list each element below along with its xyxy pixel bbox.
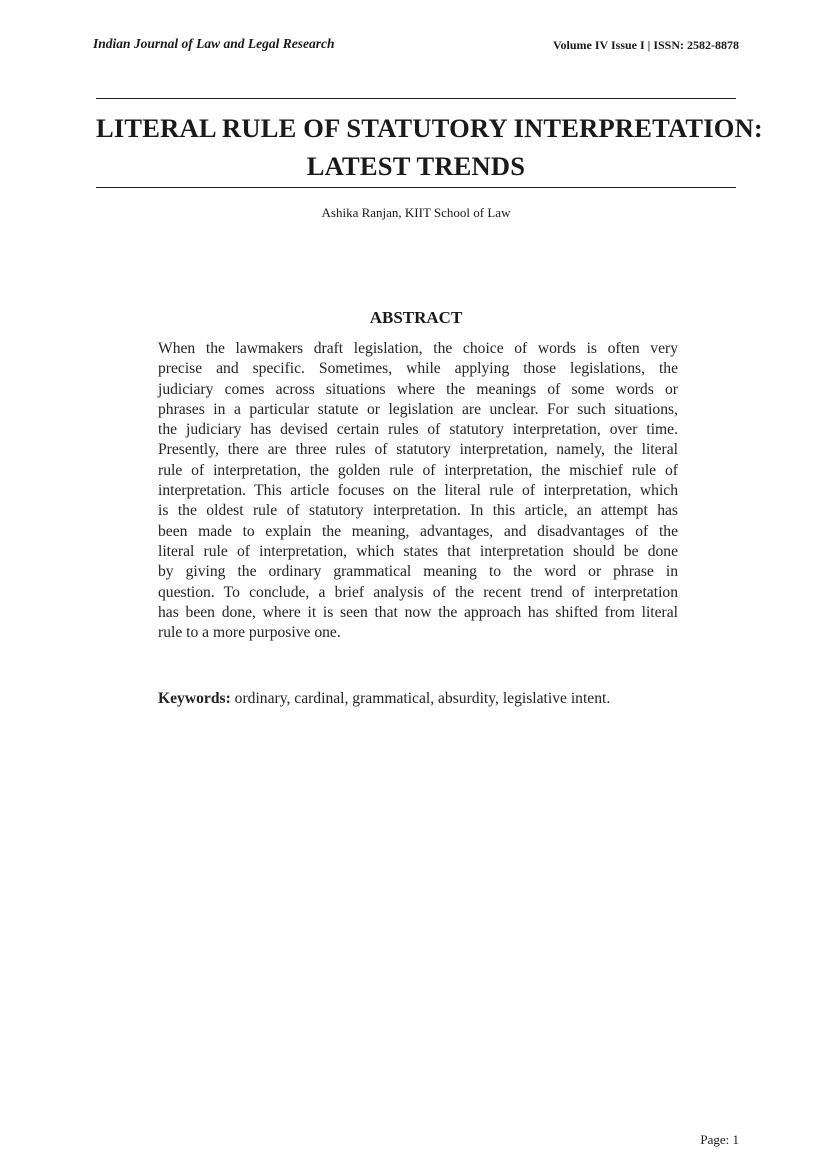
abstract-line: precise and specific. Sometimes, while applying those legislations, the: [158, 360, 678, 378]
paper-title: [96, 109, 763, 185]
abstract-line: rule to a more purposive one.: [158, 624, 341, 642]
paper-title-line-1: LITERAL RULE OF STATUTORY INTERPRETATION:: [96, 113, 763, 143]
abstract-line: the judiciary has devised certain rules of statutory interpretation, over time.: [158, 421, 678, 439]
journal-name: Indian Journal of Law and Legal Research: [93, 36, 335, 51]
abstract-line: rule of interpretation, the golden rule of interpretation, the mischief rule of: [158, 461, 678, 479]
author-affiliation: Ashika Ranjan, KIIT School of Law: [321, 205, 511, 220]
keywords-text: ordinary, cardinal, grammatical, absurdity, legislative intent.: [230, 690, 611, 707]
paper-title-line-2: LATEST TRENDS: [306, 151, 526, 181]
abstract-line: phrases in a particular statute or legislation are unclear. For such situations,: [158, 400, 678, 418]
abstract-line: question. To conclude, a brief analysis of the recent trend of interpretation: [158, 583, 678, 601]
keywords-label: Keywords:: [158, 690, 231, 707]
title-rule-top: [96, 98, 736, 99]
abstract-line: judiciary comes across situations where the meanings of some words or: [158, 380, 678, 398]
abstract-heading: ABSTRACT: [369, 308, 463, 327]
abstract-line: When the lawmakers draft legislation, the choice of words is often very: [158, 340, 678, 357]
keywords: [158, 690, 610, 708]
abstract-line: been made to explain the meaning, advantages, and disadvantages of the: [158, 522, 678, 540]
volume-issn: Volume IV Issue I | ISSN: 2582-8878: [552, 38, 739, 52]
abstract-line: is the oldest rule of statutory interpretation. In this article, an attempt has: [158, 502, 678, 520]
abstract-line: literal rule of interpretation, which states that interpretation should be done: [158, 542, 678, 560]
abstract-line: interpretation. This article focuses on the literal rule of interpretation, which: [158, 482, 678, 500]
abstract-line: by giving the ordinary grammatical meaning to the word or phrase in: [158, 563, 678, 581]
abstract-line: has been done, where it is seen that now the approach has shifted from literal: [158, 603, 678, 621]
abstract-body: [158, 339, 678, 643]
title-rule-bottom: [96, 187, 736, 188]
page-number: Page: 1: [700, 1132, 739, 1147]
abstract-line: Presently, there are three rules of statutory interpretation, namely, the literal: [158, 441, 678, 459]
